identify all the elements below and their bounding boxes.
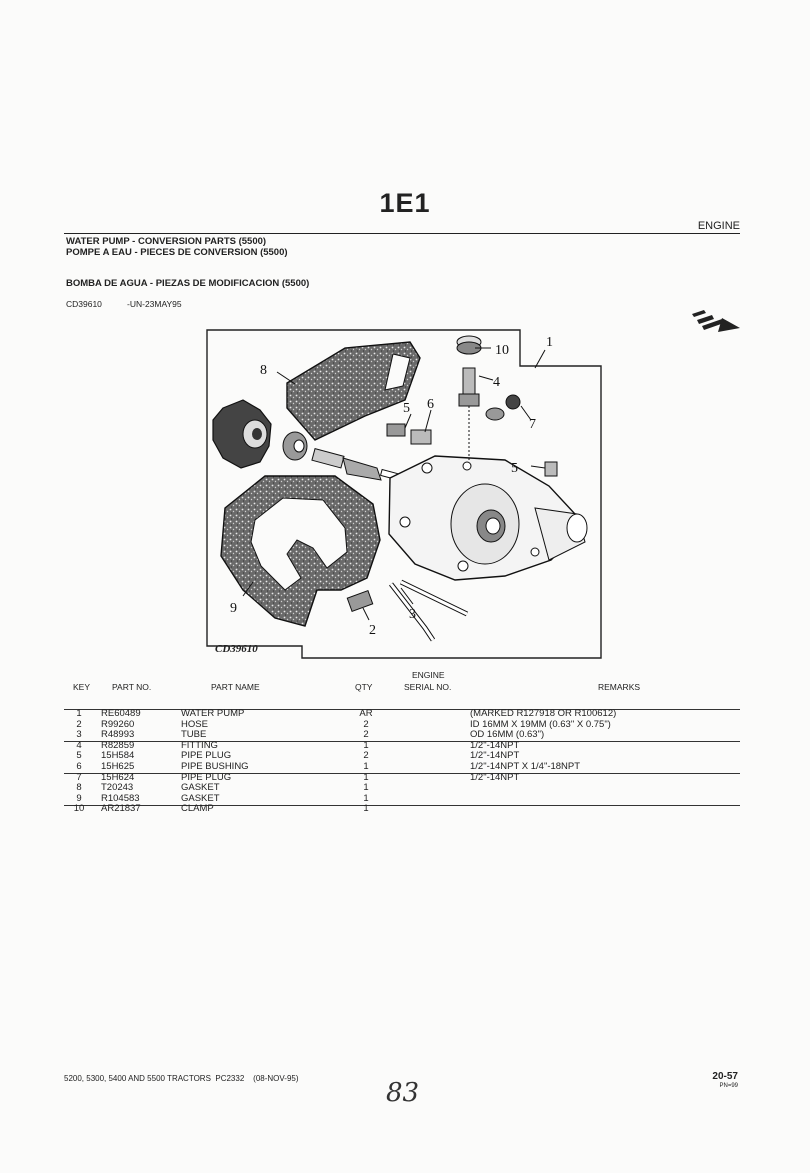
row-key: 10 xyxy=(73,803,85,815)
callout-10: 10 xyxy=(495,343,509,358)
row-part-name: GASKET xyxy=(181,782,220,794)
row-key: 8 xyxy=(76,782,82,794)
table-row xyxy=(64,762,740,773)
pn-code: PN=99 xyxy=(719,1083,738,1089)
row-qty: 2 xyxy=(363,729,369,741)
row-part-name: HOSE xyxy=(181,718,208,730)
row-qty: 1 xyxy=(363,803,369,815)
row-part-name: PIPE PLUG xyxy=(181,750,232,762)
row-key: 3 xyxy=(76,729,82,741)
row-key: 5 xyxy=(76,750,82,762)
row-key: 9 xyxy=(76,792,82,804)
header-part-no: PART NO. xyxy=(112,682,152,692)
doc-code: -UN-23MAY95 xyxy=(127,299,182,309)
row-remarks: 1/2"-14NPT X 1/4"-18NPT xyxy=(470,761,581,772)
illustration-ref: CD39610 xyxy=(66,299,102,309)
row-part-no: 15H625 xyxy=(101,761,135,772)
row-part-no: RE60489 xyxy=(101,708,141,719)
callout-5: 5 xyxy=(403,401,410,416)
row-part-no: R99260 xyxy=(101,718,135,730)
row-remarks: 1/2"-14NPT xyxy=(470,739,520,751)
handwritten-page-number: 83 xyxy=(386,1078,420,1108)
table-row xyxy=(64,741,740,752)
exploded-view-diagram xyxy=(205,328,605,660)
row-qty: 1 xyxy=(363,761,369,772)
footer-models xyxy=(64,1074,299,1083)
row-part-no: R82859 xyxy=(101,739,135,751)
header-engine: ENGINE xyxy=(412,670,445,680)
row-part-no: T20243 xyxy=(101,782,134,794)
row-key: 2 xyxy=(76,718,82,730)
row-remarks: 1/2"-14NPT xyxy=(470,771,520,783)
row-part-name: TUBE xyxy=(181,729,207,741)
page-number: 20-57 xyxy=(712,1071,738,1082)
header-remarks: REMARKS xyxy=(598,682,641,692)
header-rule xyxy=(64,233,740,234)
title-french: POMPE A EAU - PIECES DE CONVERSION (5500) xyxy=(66,247,288,258)
row-remarks: OD 16MM (0.63") xyxy=(470,729,545,741)
row-part-name: PIPE PLUG xyxy=(181,771,232,783)
callout-5b: 5 xyxy=(511,461,518,476)
header-qty: QTY xyxy=(355,682,373,692)
row-part-name: CLAMP xyxy=(181,803,214,815)
footer-catalog: PC2332 xyxy=(215,1074,245,1083)
row-part-name: WATER PUMP xyxy=(181,708,245,719)
callout-7: 7 xyxy=(529,417,536,432)
title-english: WATER PUMP - CONVERSION PARTS (5500) xyxy=(66,236,267,247)
header-key: KEY xyxy=(73,682,91,692)
row-qty: 2 xyxy=(363,750,369,762)
row-part-name: GASKET xyxy=(181,792,220,804)
table-row xyxy=(64,773,740,784)
footer-model-list: 5200, 5300, 5400 AND 5500 TRACTORS xyxy=(64,1074,211,1083)
row-qty: 1 xyxy=(363,739,369,751)
row-part-no: AR21837 xyxy=(101,803,141,815)
callout-1: 1 xyxy=(546,335,553,350)
row-part-no: 15H624 xyxy=(101,771,135,783)
section-label: ENGINE xyxy=(697,220,740,232)
footer-date: (08-NOV-95) xyxy=(253,1074,299,1083)
row-key: 6 xyxy=(76,761,82,772)
page-title: 1E1 xyxy=(379,188,431,218)
row-remarks: ID 16MM X 19MM (0.63" X 0.75") xyxy=(470,718,611,730)
callout-2: 2 xyxy=(369,623,376,638)
row-key: 7 xyxy=(76,771,82,783)
callout-4: 4 xyxy=(493,375,500,390)
row-part-no: R104583 xyxy=(101,792,140,804)
callout-8: 8 xyxy=(260,363,267,378)
callout-3: 3 xyxy=(409,607,416,622)
row-qty: 1 xyxy=(363,792,369,804)
callout-9: 9 xyxy=(230,601,237,616)
callout-6: 6 xyxy=(427,397,434,412)
impeller xyxy=(213,400,271,468)
row-qty: 1 xyxy=(363,782,369,794)
row-qty: AR xyxy=(359,708,373,719)
table-row xyxy=(64,751,740,762)
table-row xyxy=(64,709,740,720)
table-row xyxy=(64,730,740,741)
row-part-no: 15H584 xyxy=(101,750,135,762)
row-key: 4 xyxy=(76,739,82,751)
row-qty: 1 xyxy=(363,771,369,783)
title-spanish: BOMBA DE AGUA - PIEZAS DE MODIFICACION (5500) xyxy=(66,278,310,289)
row-remarks: (MARKED R127918 OR R100612) xyxy=(470,708,617,719)
figure-label: CD39610 xyxy=(215,643,258,655)
header-serial-no: SERIAL NO. xyxy=(404,682,452,692)
row-part-name: PIPE BUSHING xyxy=(181,761,249,772)
row-qty: 2 xyxy=(363,718,369,730)
table-row xyxy=(64,794,740,805)
header-part-name: PART NAME xyxy=(211,682,260,692)
row-key: 1 xyxy=(76,708,82,719)
table-row xyxy=(64,804,740,815)
row-part-no: R48993 xyxy=(101,729,135,741)
table-row xyxy=(64,720,740,731)
row-part-name: FITTING xyxy=(181,739,218,751)
row-remarks: 1/2"-14NPT xyxy=(470,750,520,762)
table-row xyxy=(64,783,740,794)
direction-arrow-icon xyxy=(688,304,742,336)
